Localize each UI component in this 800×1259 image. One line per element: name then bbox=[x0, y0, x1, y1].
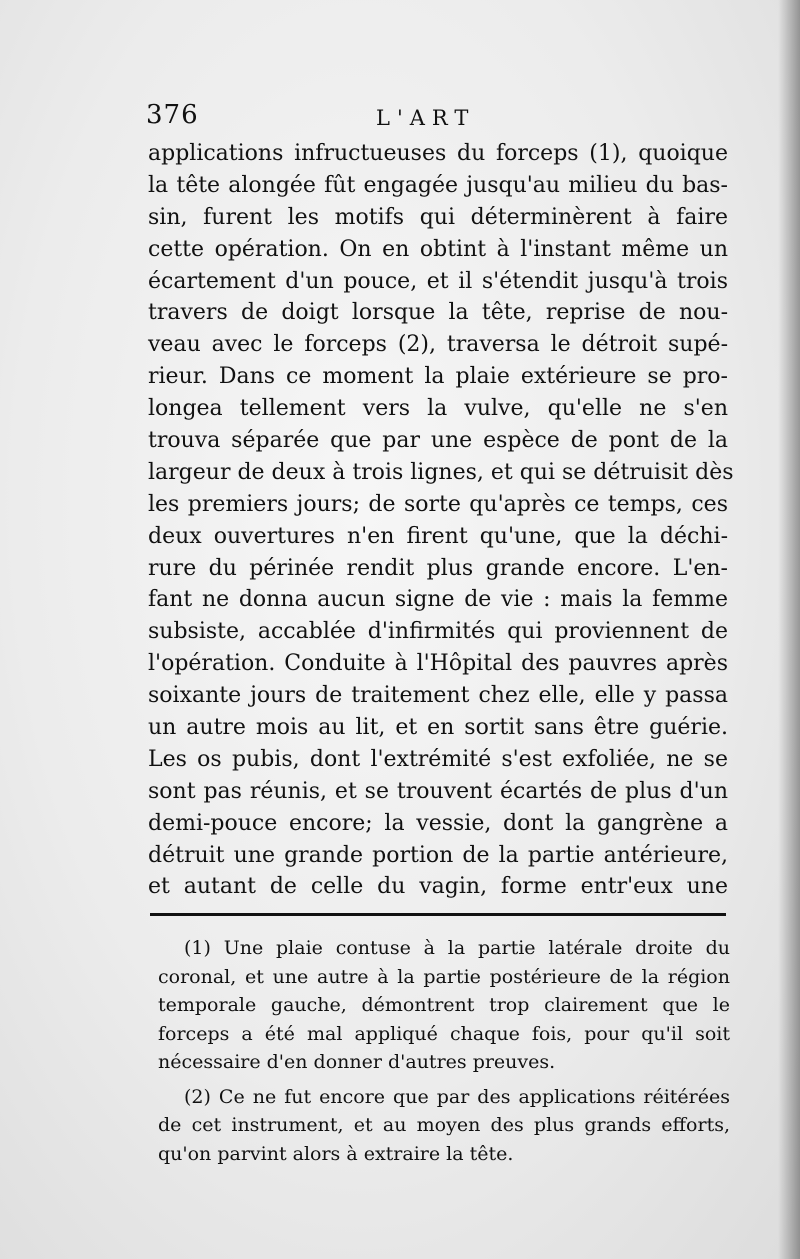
text-line: sin, furent les motifs qui déterminèrent à faire bbox=[148, 204, 728, 230]
text-line: soixante jours de traitement chez elle, elle y passa bbox=[148, 683, 728, 709]
footnote-line: qu'on parvint alors à extraire la tête. bbox=[158, 1142, 514, 1165]
text-line: écartement d'un pouce, et il s'étendit jusqu'à trois bbox=[148, 268, 728, 294]
page-number: 376 bbox=[146, 100, 199, 130]
text-line: subsiste, accablée d'infirmités qui proviennent de bbox=[148, 619, 728, 645]
text-line: travers de doigt lorsque la tête, reprise de nou- bbox=[148, 300, 728, 326]
text-line: les premiers jours; de sorte qu'après ce temps, ces bbox=[148, 491, 728, 517]
footnote-line: de cet instrument, et au moyen des plus grands efforts, bbox=[158, 1114, 730, 1136]
page-edge-shadow bbox=[778, 0, 800, 1259]
footnote-line: nécessaire d'en donner d'autres preuves. bbox=[158, 1051, 556, 1073]
footnote-divider bbox=[150, 913, 726, 916]
text-line: deux ouvertures n'en firent qu'une, que la déchi- bbox=[148, 523, 728, 549]
footnotes bbox=[158, 934, 730, 1168]
text-line: cette opération. On en obtint à l'instant même un bbox=[148, 236, 728, 262]
body-text bbox=[148, 138, 734, 903]
footnote-1 bbox=[158, 934, 730, 1077]
footnote-line: (1) Une plaie contuse à la partie latérale droite du bbox=[184, 937, 730, 959]
text-line: la tête alongée fût engagée jusqu'au milieu du bas- bbox=[148, 172, 728, 198]
text-line: veau avec le forceps (2), traversa le détroit supé- bbox=[148, 332, 728, 358]
text-line: un autre mois au lit, et en sortit sans être guérie. bbox=[148, 715, 728, 741]
text-line: détruit une grande portion de la partie antérieure, bbox=[148, 842, 728, 868]
text-line: sont pas réunis, et se trouvent écartés de plus d'un bbox=[148, 778, 728, 804]
text-line: rure du périnée rendit plus grande encore. L'en- bbox=[148, 555, 728, 581]
text-line: fant ne donna aucun signe de vie : mais la femme bbox=[148, 587, 728, 613]
text-line: largeur de deux à trois lignes, et qui se détruisit dès bbox=[148, 459, 734, 485]
text-line: l'opération. Conduite à l'Hôpital des pauvres après bbox=[148, 651, 728, 677]
footnote-line: (2) Ce ne fut encore que par des applications réitérées bbox=[184, 1085, 730, 1108]
footnote-2 bbox=[158, 1083, 730, 1169]
footnote-line: coronal, et une autre à la partie postérieure de la région bbox=[158, 965, 730, 988]
text-line: trouva séparée que par une espèce de pont de la bbox=[148, 428, 728, 454]
text-line: longea tellement vers la vulve, qu'elle ne s'en bbox=[148, 396, 728, 422]
text-line: et autant de celle du vagin, forme entr'eux une bbox=[148, 874, 728, 900]
footnote-line: temporale gauche, démontrent trop clairement que le bbox=[158, 994, 730, 1016]
text-line: Les os pubis, dont l'extrémité s'est exfoliée, ne se bbox=[148, 746, 728, 772]
footnote-line: forceps a été mal appliqué chaque fois, pour qu'il soit bbox=[158, 1022, 730, 1045]
text-line: rieur. Dans ce moment la plaie extérieure se pro- bbox=[148, 364, 728, 390]
text-line: applications infructueuses du forceps (1), quoique bbox=[148, 141, 728, 166]
running-title: L'ART bbox=[376, 106, 476, 130]
text-line: demi-pouce encore; la vessie, dont la gangrène a bbox=[148, 810, 728, 836]
